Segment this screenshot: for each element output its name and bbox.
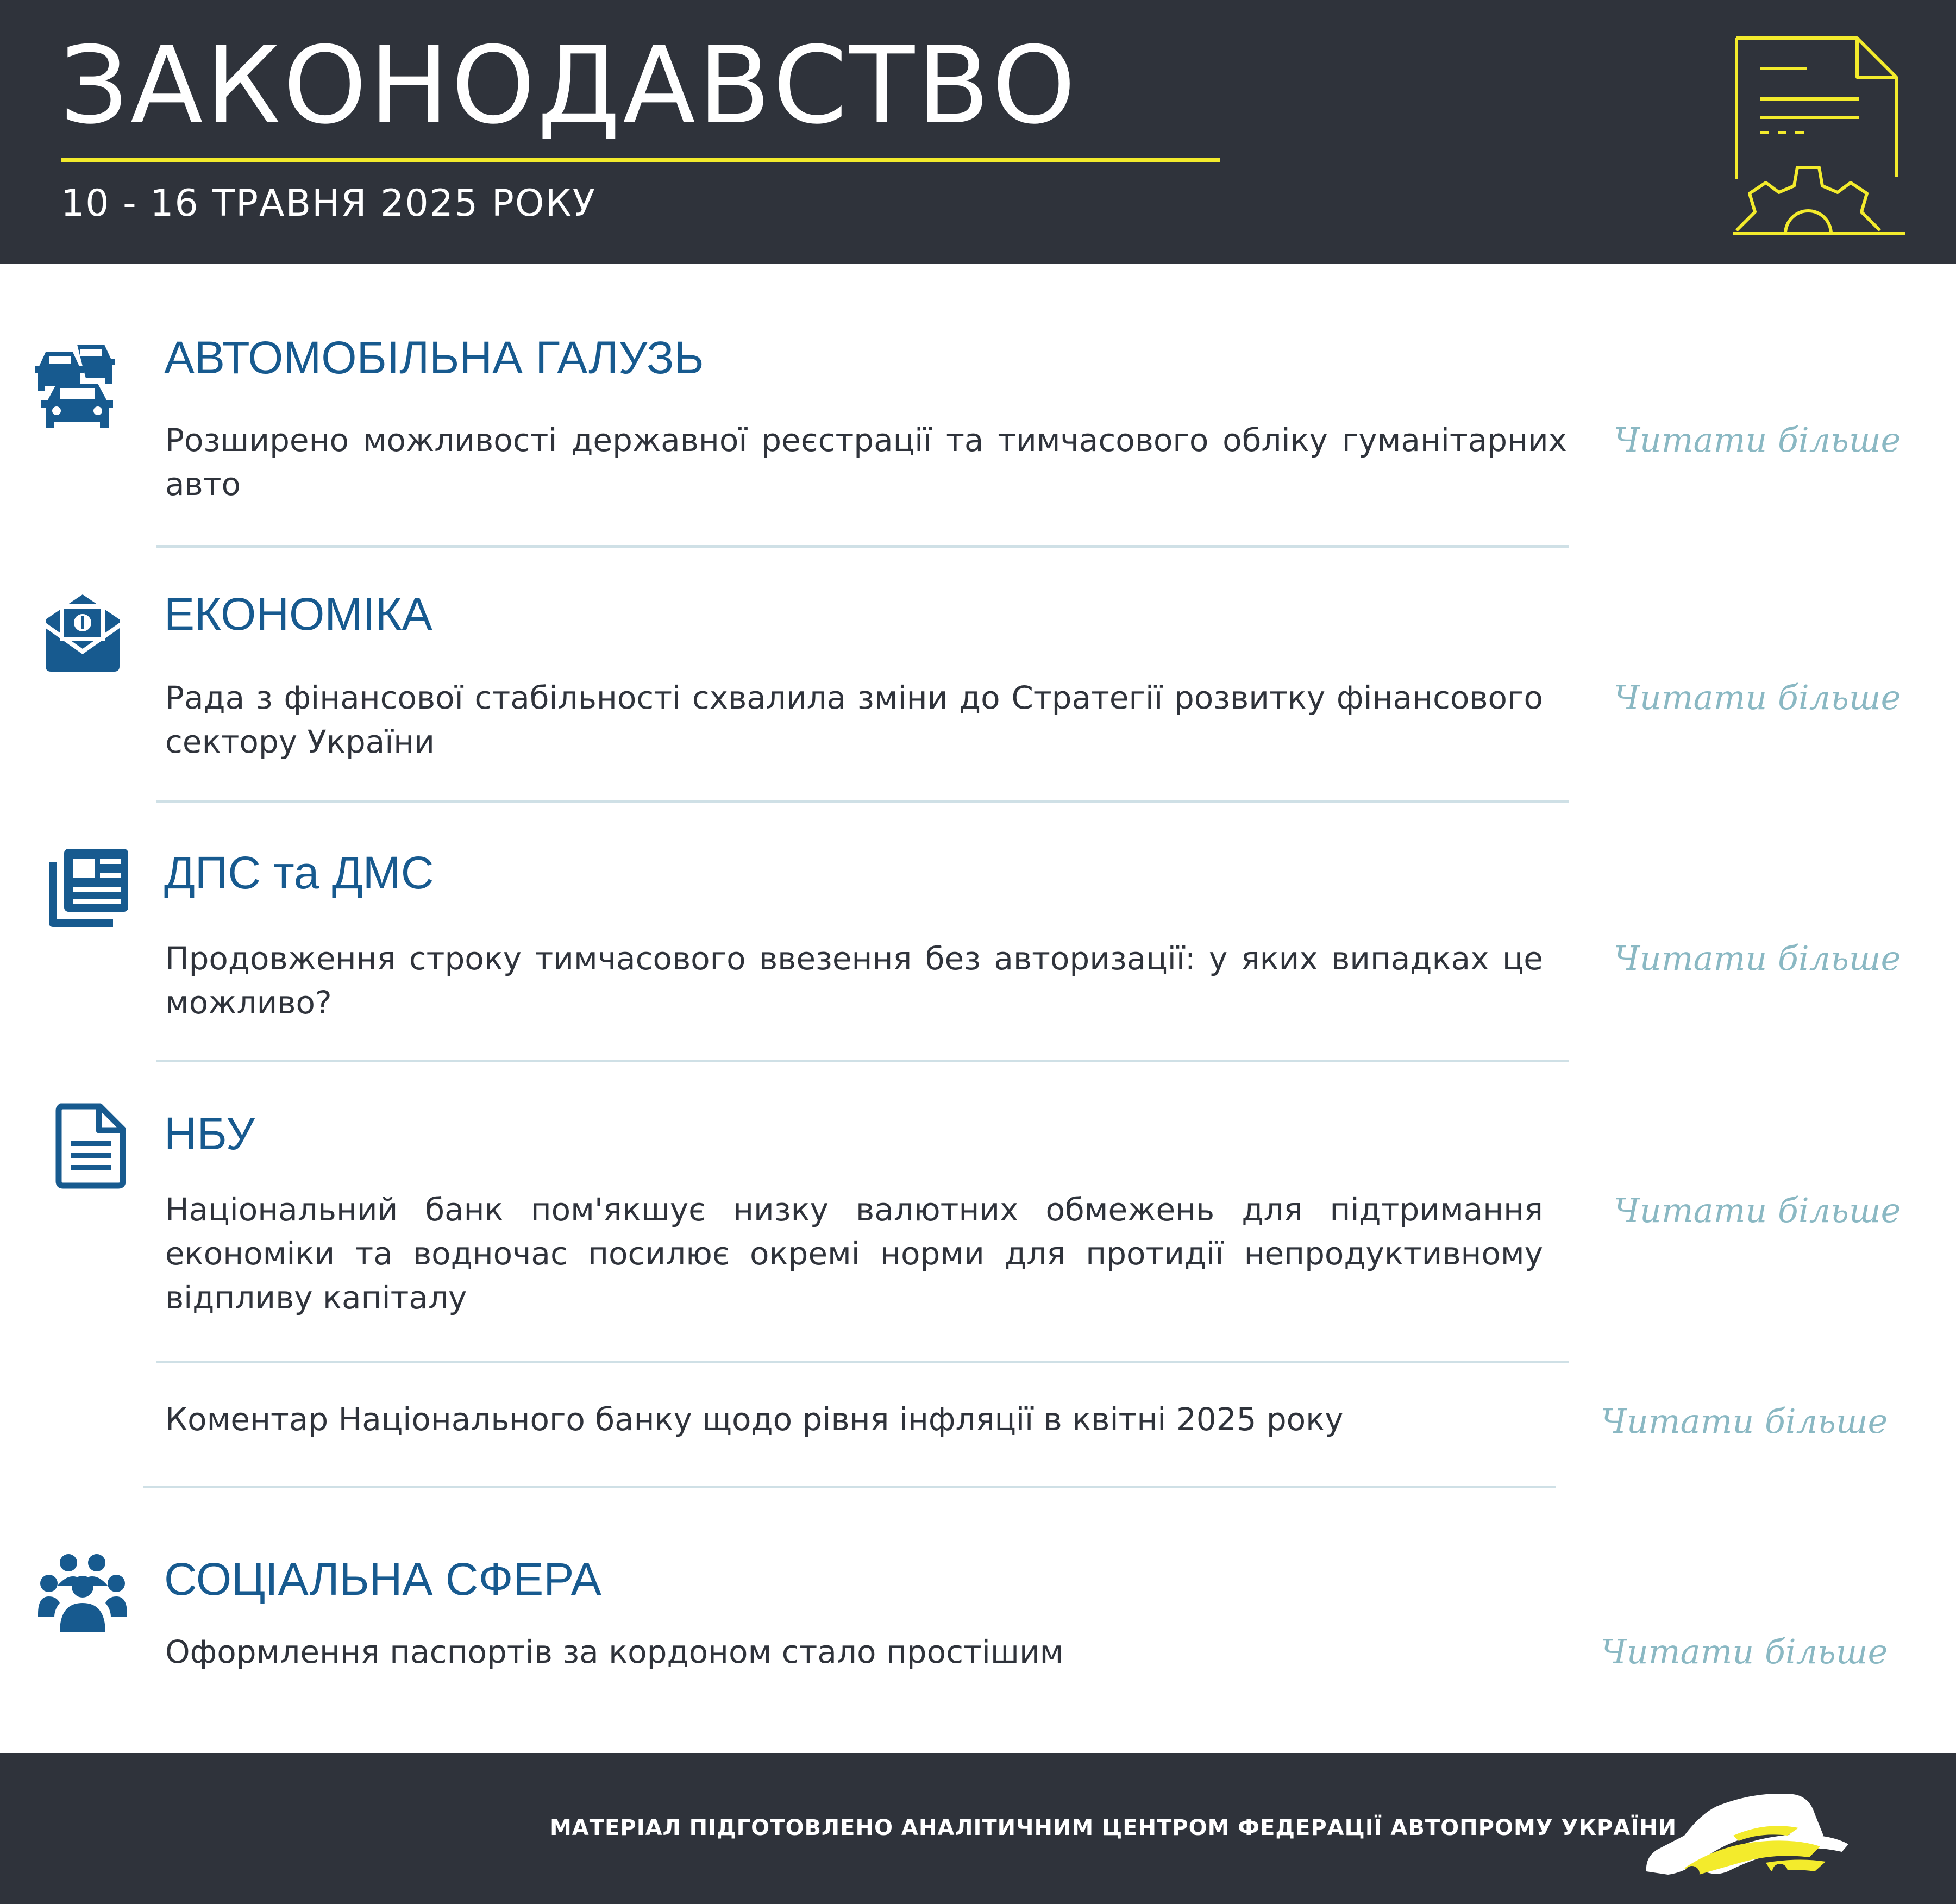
section-title-tax-migration: ДПС та ДМС xyxy=(164,847,434,898)
read-more-link[interactable]: Читати більше xyxy=(1614,678,1901,717)
cars-icon xyxy=(34,341,121,429)
section-title-social: СОЦІАЛЬНА СФЕРА xyxy=(164,1554,601,1605)
read-more-link[interactable]: Читати більше xyxy=(1601,1401,1888,1441)
people-group-icon xyxy=(38,1553,127,1633)
section-title-nbu: НБУ xyxy=(164,1108,255,1159)
money-envelope-icon xyxy=(43,592,122,673)
date-range: 10 - 16 ТРАВНЯ 2025 РОКУ xyxy=(61,182,597,225)
news-item-text: Продовження строку тимчасового ввезення без авторизації: у яких випадках це можливо? xyxy=(165,940,1543,1021)
footer-credit: МАТЕРІАЛ ПІДГОТОВЛЕНО АНАЛІТИЧНИМ ЦЕНТРОМ ФЕДЕРАЦІЇ АВТОПРОМУ УКРАЇНИ xyxy=(550,1815,1677,1840)
footer-banner xyxy=(0,1753,1956,1904)
divider xyxy=(156,1361,1569,1363)
read-more-link[interactable]: Читати більше xyxy=(1614,1191,1901,1230)
read-more-link[interactable]: Читати більше xyxy=(1601,1632,1888,1671)
read-more-link[interactable]: Читати більше xyxy=(1614,420,1901,460)
section-title-economy: ЕКОНОМІКА xyxy=(164,588,432,640)
title-underline xyxy=(61,158,1220,162)
document-icon xyxy=(55,1103,126,1189)
header-banner xyxy=(0,0,1956,264)
divider xyxy=(156,1060,1569,1062)
news-item-text: Рада з фінансової стабільності схвалила зміни до Стратегії розвитку фінансового сектору України xyxy=(165,679,1543,760)
legal-document-gear-icon xyxy=(1733,35,1907,241)
news-item-text: Оформлення паспортів за кордоном стало простішим xyxy=(165,1633,1064,1670)
page-title: ЗАКОНОДАВСТВО xyxy=(60,24,1078,148)
news-item-text: Коментар Національного банку щодо рівня інфляції в квітні 2025 року xyxy=(165,1401,1344,1438)
divider xyxy=(143,1486,1556,1488)
divider xyxy=(156,800,1569,803)
divider xyxy=(156,545,1569,548)
news-item-text: Розширено можливості державної реєстрації та тимчасового обліку гуманітарних авто xyxy=(165,422,1567,503)
section-title-auto: АВТОМОБІЛЬНА ГАЛУЗЬ xyxy=(164,332,704,383)
auto-federation-logo-icon xyxy=(1635,1776,1853,1890)
news-item-text: Національний банк пом'якшує низку валютних обмежень для підтримання економіки та водночас посилює окремі норми для протидії непродуктивному відпливу капіталу xyxy=(165,1191,1543,1316)
read-more-link[interactable]: Читати більше xyxy=(1614,938,1901,978)
newspaper-icon xyxy=(49,849,128,927)
